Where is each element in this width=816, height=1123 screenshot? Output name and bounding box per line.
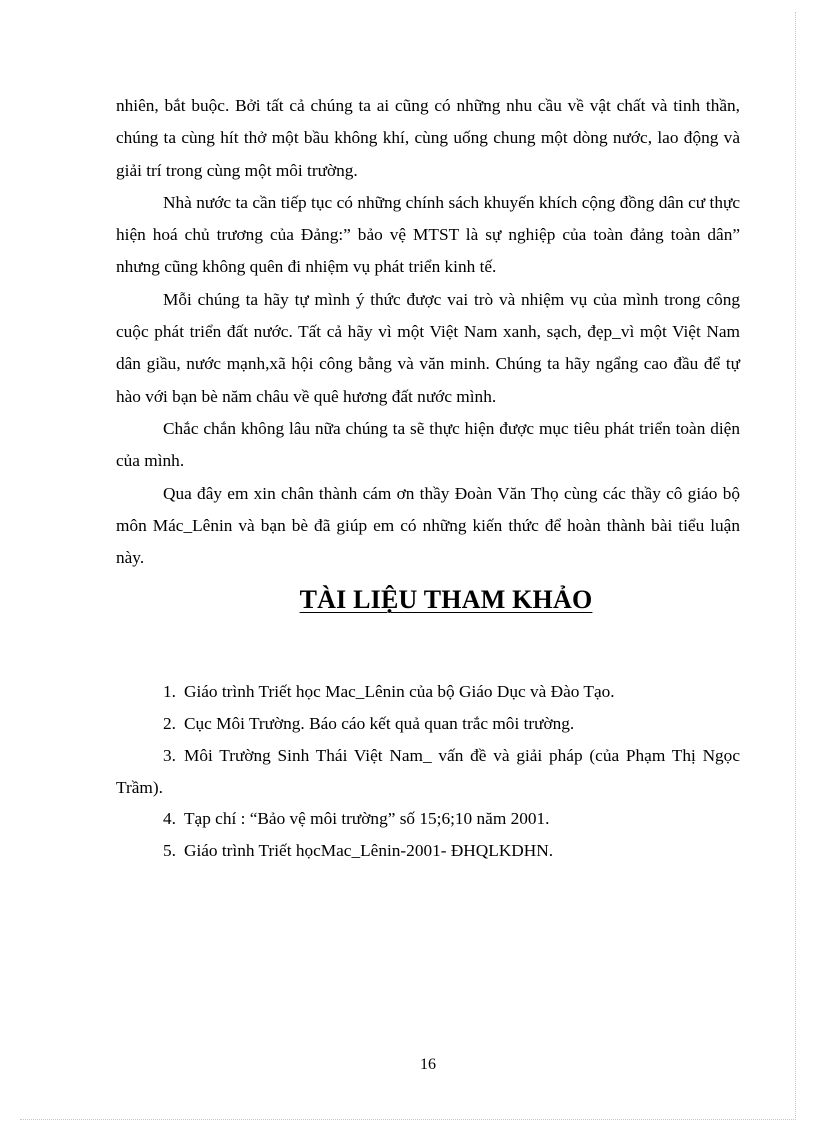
paragraph-continuation: nhiên, bắt buộc. Bởi tất cả chúng ta ai cũng có những nhu cầu về vật chất và tinh thần, chúng ta cùng hít thở một bầu không khí, cùng uống chung một dòng nước, lao động và giải trí trong cùng một môi trường. (116, 96, 740, 180)
reference-item (116, 676, 740, 708)
reference-number: 4. (163, 809, 176, 829)
references-list (116, 676, 740, 866)
reference-item (116, 803, 740, 835)
paragraph-thanks: Qua đây em xin chân thành cám ơn thầy Đoàn Văn Thọ cùng các thầy cô giáo bộ môn Mác_Lênin và bạn bè đã giúp em có những kiến thức để hoàn thành bài tiểu luận này. (116, 483, 740, 568)
reference-text: Cục Môi Trường. Báo cáo kết quả quan trắc môi trường. (183, 714, 575, 734)
reference-item (116, 835, 740, 867)
paragraph-awareness: Mỗi chúng ta hãy tự mình ý thức được vai trò và nhiệm vụ của mình trong công cuộc phát triển đất nước. Tất cả hãy vì một Việt Nam xanh, sạch, đẹp_vì một Việt Nam dân giầu, nước mạnh,xã hội công bằng và văn minh. Chúng ta hãy ngẩng cao đầu để tự hào với bạn bè năm châu về quê hương đất nước mình. (116, 289, 740, 406)
document-body (116, 90, 740, 867)
reference-item (116, 740, 740, 803)
reference-text: Giáo trình Triết học Mac_Lênin của bộ Giáo Dục và Đào Tạo. (183, 682, 615, 702)
reference-number: 5. (163, 840, 176, 860)
paragraph-goal: Chắc chắn không lâu nữa chúng ta sẽ thực hiện được mục tiêu phát triển toàn diện của mình. (116, 418, 740, 471)
reference-item (116, 708, 740, 740)
references-title: TÀI LIỆU THAM KHẢO (299, 585, 593, 615)
reference-number: 1. (163, 682, 176, 702)
reference-number: 2. (163, 714, 176, 734)
paragraph-policy: Nhà nước ta cần tiếp tục có những chính sách khuyến khích cộng đồng dân cư thực hiện hoá chủ trương của Đảng:” bảo vệ MTST là sự nghiệp của toàn đảng toàn dân” nhưng cũng không quên đi nhiệm vụ phát triển kinh tế. (116, 192, 740, 277)
page-number: 16 (420, 1056, 436, 1073)
reference-text: Tạp chí : “Bảo vệ môi trường” số 15;6;10 năm 2001. (183, 809, 550, 829)
reference-number: 3. (163, 745, 176, 765)
reference-text: Môi Trường Sinh Thái Việt Nam_ vấn đề và giải pháp (của Phạm Thị Ngọc Trầm). (116, 745, 740, 797)
reference-text: Giáo trình Triết họcMac_Lênin-2001- ĐHQLKDHN. (183, 840, 554, 860)
